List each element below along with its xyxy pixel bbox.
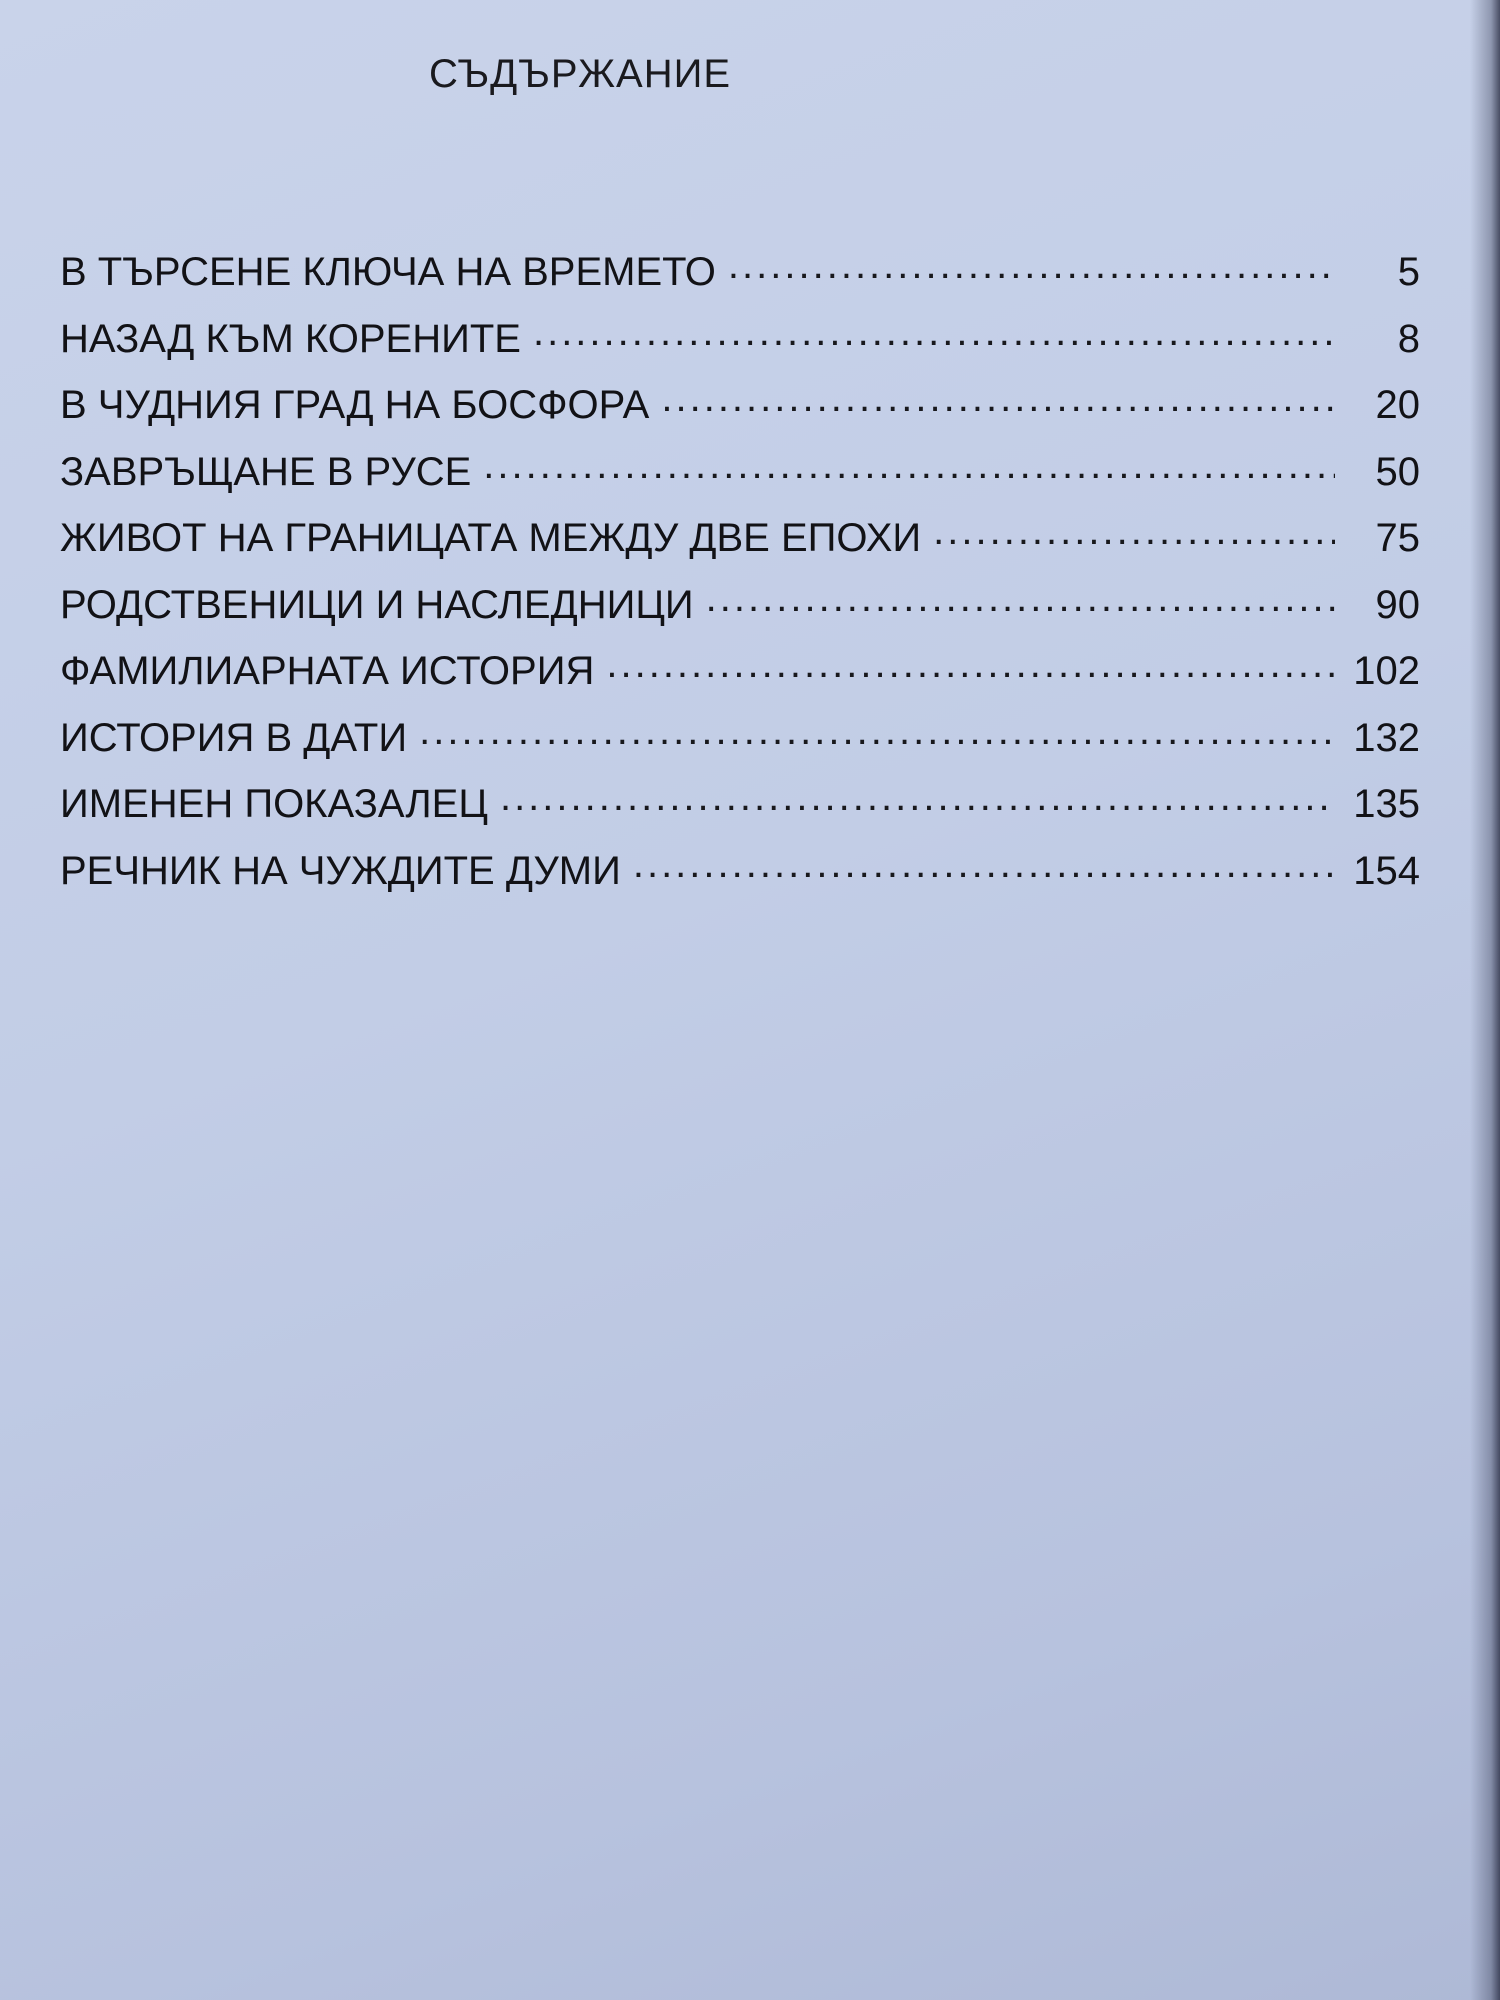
toc-entry-title: ФАМИЛИАРНАТА ИСТОРИЯ bbox=[60, 649, 595, 693]
dot-leader bbox=[706, 578, 1335, 618]
toc-entry-title: РЕЧНИК НА ЧУЖДИТЕ ДУМИ bbox=[60, 848, 621, 893]
dot-leader bbox=[728, 245, 1335, 285]
toc-entry bbox=[60, 445, 1420, 512]
toc-entry bbox=[60, 245, 1420, 312]
dot-leader bbox=[661, 378, 1335, 418]
toc-entry-title: РОДСТВЕНИЦИ И НАСЛЕДНИЦИ bbox=[60, 582, 694, 627]
toc-entry bbox=[60, 312, 1420, 379]
toc-entry-page-number: 20 bbox=[1375, 383, 1420, 427]
toc-entry-title: ИСТОРИЯ В ДАТИ bbox=[60, 715, 408, 760]
page-edge-shadow bbox=[1470, 0, 1500, 2000]
toc-entry-title: ЗАВРЪЩАНЕ В РУСЕ bbox=[60, 449, 472, 494]
dot-leader bbox=[606, 644, 1335, 684]
toc-entry bbox=[60, 378, 1420, 445]
dot-leader bbox=[483, 445, 1335, 485]
dot-leader bbox=[500, 777, 1335, 817]
toc-entry-page-number: 90 bbox=[1375, 582, 1420, 627]
toc-entry bbox=[60, 777, 1420, 844]
toc-entry-title: В ТЪРСЕНЕ КЛЮЧА НА ВРЕМЕТО bbox=[60, 250, 716, 294]
dot-leader bbox=[533, 312, 1335, 352]
toc-entry-title: ИМЕНЕН ПОКАЗАЛЕЦ bbox=[60, 782, 488, 826]
toc-entry-page-number: 154 bbox=[1353, 848, 1420, 893]
toc-entry bbox=[60, 711, 1420, 778]
dot-leader bbox=[933, 511, 1335, 551]
page-title: СЪДЪРЖАНИЕ bbox=[428, 52, 732, 96]
toc-entry bbox=[60, 644, 1420, 711]
toc-entry bbox=[60, 844, 1420, 911]
toc-entry-title: В ЧУДНИЯ ГРАД НА БОСФОРА bbox=[60, 383, 650, 427]
toc-entry-page-number: 135 bbox=[1353, 782, 1420, 826]
toc-entry-page-number: 75 bbox=[1375, 516, 1420, 560]
toc-entry-page-number: 8 bbox=[1397, 316, 1420, 361]
table-of-contents bbox=[60, 245, 1420, 910]
toc-entry-page-number: 50 bbox=[1375, 449, 1420, 494]
toc-entry-title: НАЗАД КЪМ КОРЕНИТЕ bbox=[60, 316, 521, 361]
dot-leader bbox=[633, 844, 1335, 884]
dot-leader bbox=[419, 711, 1335, 751]
toc-entry-page-number: 102 bbox=[1353, 649, 1420, 693]
toc-entry bbox=[60, 511, 1420, 578]
toc-entry-page-number: 132 bbox=[1353, 715, 1420, 760]
toc-entry bbox=[60, 578, 1420, 645]
toc-entry-title: ЖИВОТ НА ГРАНИЦАТА МЕЖДУ ДВЕ ЕПОХИ bbox=[60, 516, 922, 560]
toc-entry-page-number: 5 bbox=[1397, 250, 1420, 294]
